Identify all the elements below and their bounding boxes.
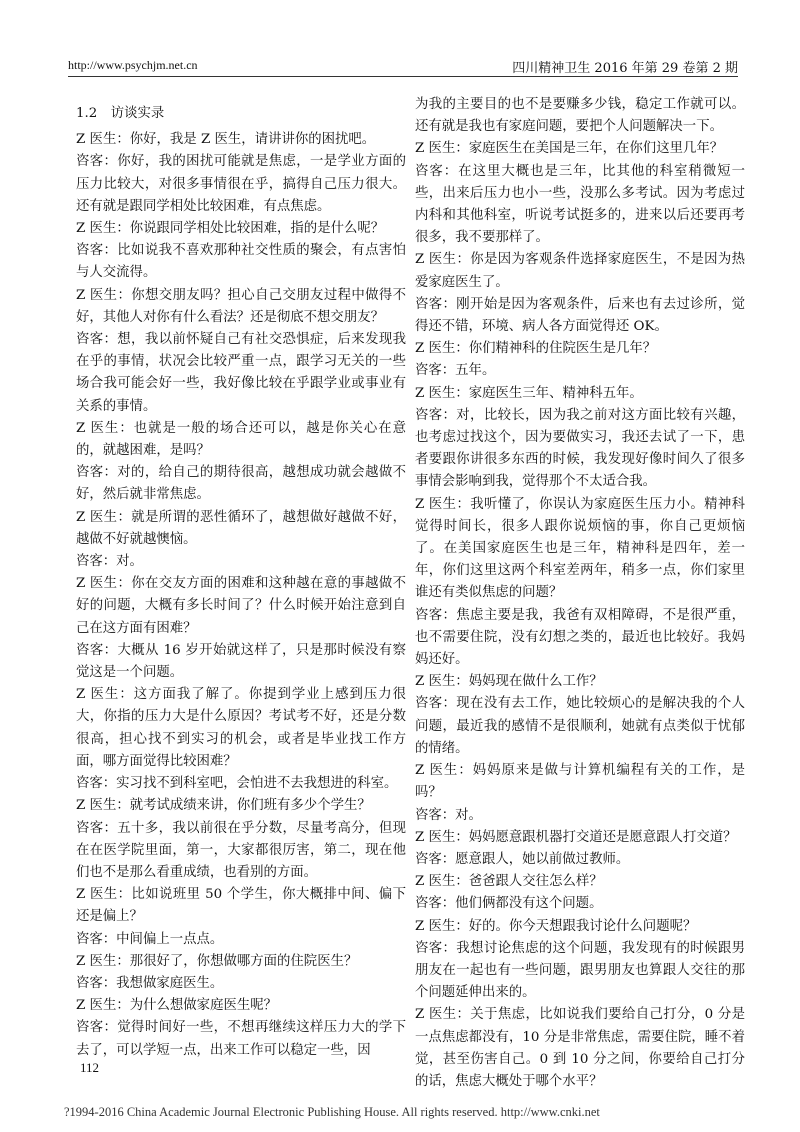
dialogue-line: 咨客：五十多，我以前很在乎分数，尽量考高分，但现在在医学院里面，第一，大家都很厉害，第二，现在他们也不是那么看重成绩，也看别的方面。: [76, 820, 406, 880]
dialogue-line: Z 医生：就考试成绩来讲，你们班有多少个学生？: [76, 798, 371, 814]
dialogue-line: Z 医生：你好，我是 Z 医生，请讲讲你的困扰吧。: [76, 132, 376, 148]
header-journal-info: 四川精神卫生 2016 年第 29 卷第 2 期: [512, 61, 738, 76]
dialogue-line: Z 医生：就是所谓的恶性循环了，越想做好越做不好，越做不好就越懊恼。: [76, 509, 406, 547]
dialogue-line: 咨客：对，比较长，因为我之前对这方面比较有兴趣，也考虑过找这个，因为要做实习，我还去试了一下，患者要跟你讲很多东西的时候，我发现好像时间久了很多事情会影响到我，觉得那个不太适合我。: [415, 407, 745, 490]
dialogue-line: 咨客：他们俩都没有这个问题。: [415, 896, 603, 912]
copyright-footer: ?1994-2016 China Academic Journal Electronic Publishing House. All rights reserved. http://www.cnki.net: [64, 1105, 600, 1119]
dialogue-line: Z 医生：比如说班里 50 个学生，你大概排中间、偏下还是偏上？: [76, 887, 406, 925]
dialogue-line: Z 医生：你是因为客观条件选择家庭医生，不是因为热爱家庭医生了。: [415, 252, 745, 290]
dialogue-line: 咨客：焦虑主要是我，我爸有双相障碍，不是很严重，也不需要住院，没有幻想之类的，最近也比较好。我妈妈还好。: [415, 607, 745, 668]
dialogue-line: Z 医生：你说跟同学相处比较困难，指的是什么呢？: [76, 221, 385, 237]
dialogue-line: 咨客：刚开始是因为客观条件，后来也有去过诊所，觉得还不错，环境、病人各方面觉得还 OK。: [415, 296, 745, 335]
dialogue-line: Z 医生：你们精神科的住院医生是几年？: [415, 341, 657, 357]
dialogue-line: Z 医生：这方面我了解了。你提到学业上感到压力很大，你指的压力大是什么原因？考试考不好，还是分数很高，担心找不到实习的机会，或者是毕业找工作方面，哪方面觉得比较困难？: [76, 687, 406, 769]
dialogue-line: 咨客：五年。: [415, 363, 496, 379]
running-header: [68, 56, 738, 77]
left-column: [76, 103, 406, 1062]
dialogue-line: Z 医生：你在交友方面的困难和这种越在意的事越做不好的问题，大概有多长时间了？什么时候开始注意到自己在这方面有困难？: [76, 576, 406, 636]
dialogue-line: Z 医生：家庭医生在美国是三年，在你们这里几年？: [415, 141, 724, 157]
right-column: [415, 94, 745, 1093]
dialogue-line: 咨客：觉得时间好一些，不想再继续这样压力大的学下去了，可以学短一点，出来工作可以稳定一些，因: [76, 1020, 406, 1058]
dialogue-line: Z 医生：关于焦虑，比如说我们要给自己打分，0 分是一点焦虑都没有，10 分是非常焦虑，需要住院，睡不着觉，甚至伤害自己。0 到 10 分之间，你要给自己打分的话，焦虑大概处于哪个水平？: [415, 1007, 745, 1089]
dialogue-line: Z 医生：也就是一般的场合还可以，越是你关心在意的，就越困难，是吗？: [76, 420, 406, 459]
section-title: 1.2 访谈实录: [76, 106, 165, 121]
dialogue-line: 为我的主要目的也不是要赚多少钱，稳定工作就可以。还有就是我也有家庭问题，要把个人问题解决一下。: [415, 97, 745, 135]
dialogue-line: 咨客：愿意跟人，她以前做过教师。: [415, 851, 630, 867]
dialogue-line: Z 医生：家庭医生三年、精神科五年。: [415, 385, 643, 401]
page-number: 112: [80, 1060, 100, 1075]
dialogue-line: 咨客：实习找不到科室吧，会怕进不去我想进的科室。: [76, 776, 398, 792]
header-url[interactable]: http://www.psychjm.net.cn: [68, 58, 198, 72]
dialogue-line: Z 医生：妈妈现在做什么工作？: [415, 674, 603, 690]
dialogue-line: Z 医生：我听懂了，你误认为家庭医生压力小。精神科觉得时间长，很多人跟你说烦恼的事，你自己更烦恼了。在美国家庭医生也是三年，精神科是四年，差一年，你们这里这两个科室差两年，稍多一点，你们家里谁还有类似焦虑的问题？: [415, 496, 745, 601]
dialogue-line: 咨客：对。: [76, 554, 143, 570]
dialogue-line: 咨客：我想讨论焦虑的这个问题，我发现有的时候跟男朋友在一起也有一些问题，跟男朋友也算跟人交往的那个问题延伸出来的。: [415, 940, 745, 1001]
dialogue-line: 咨客：对。: [415, 807, 482, 823]
dialogue-line: 咨客：中间偏上一点点。: [76, 931, 224, 947]
dialogue-line: 咨客：你好，我的困扰可能就是焦虑，一是学业方面的压力比较大，对很多事情很在乎，搞得自己压力很大。还有就是跟同学相处比较困难，有点焦虑。: [76, 154, 406, 214]
dialogue-line: 咨客：想，我以前怀疑自己有社交恐惧症，后来发现我在乎的事情，状况会比较严重一点，跟学习无关的一些场合我可能会好一些，我好像比较在乎跟学业或事业有关系的事情。: [76, 332, 406, 414]
dialogue-line: 咨客：对的，给自己的期待很高，越想成功就会越做不好，然后就非常焦虑。: [76, 465, 406, 503]
dialogue-line: 咨客：大概从 16 岁开始就这样了，只是那时候没有察觉这是一个问题。: [76, 642, 406, 681]
dialogue-line: 咨客：现在没有去工作，她比较烦心的是解决我的个人问题，最近我的感情不是很顺利，她就有点类似于忧郁的情绪。: [415, 696, 745, 756]
dialogue-line: Z 医生：那很好了，你想做哪方面的住院医生？: [76, 953, 358, 969]
dialogue-line: 咨客：在这里大概也是三年，比其他的科室稍微短一些，出来后压力也小一些，没那么多考试。因为考虑过内科和其他科室，听说考试挺多的，进来以后还要再考很多，我不要那样了。: [415, 163, 745, 246]
dialogue-line: 咨客：我想做家庭医生。: [76, 975, 224, 991]
dialogue-line: Z 医生：爸爸跟人交往怎么样？: [415, 874, 603, 890]
dialogue-line: Z 医生：为什么想做家庭医生呢？: [76, 998, 278, 1014]
dialogue-line: Z 医生：你想交朋友吗？担心自己交朋友过程中做得不好，其他人对你有什么看法？还是彻底不想交朋友？: [76, 287, 406, 325]
dialogue-line: Z 医生：妈妈愿意跟机器打交道还是愿意跟人打交道？: [415, 829, 737, 845]
dialogue-line: Z 医生：好的。你今天想跟我讨论什么问题呢？: [415, 918, 697, 934]
dialogue-line: Z 医生：妈妈原来是做与计算机编程有关的工作，是吗？: [415, 763, 745, 801]
dialogue-line: 咨客：比如说我不喜欢那种社交性质的聚会，有点害怕与人交流得。: [76, 243, 406, 281]
